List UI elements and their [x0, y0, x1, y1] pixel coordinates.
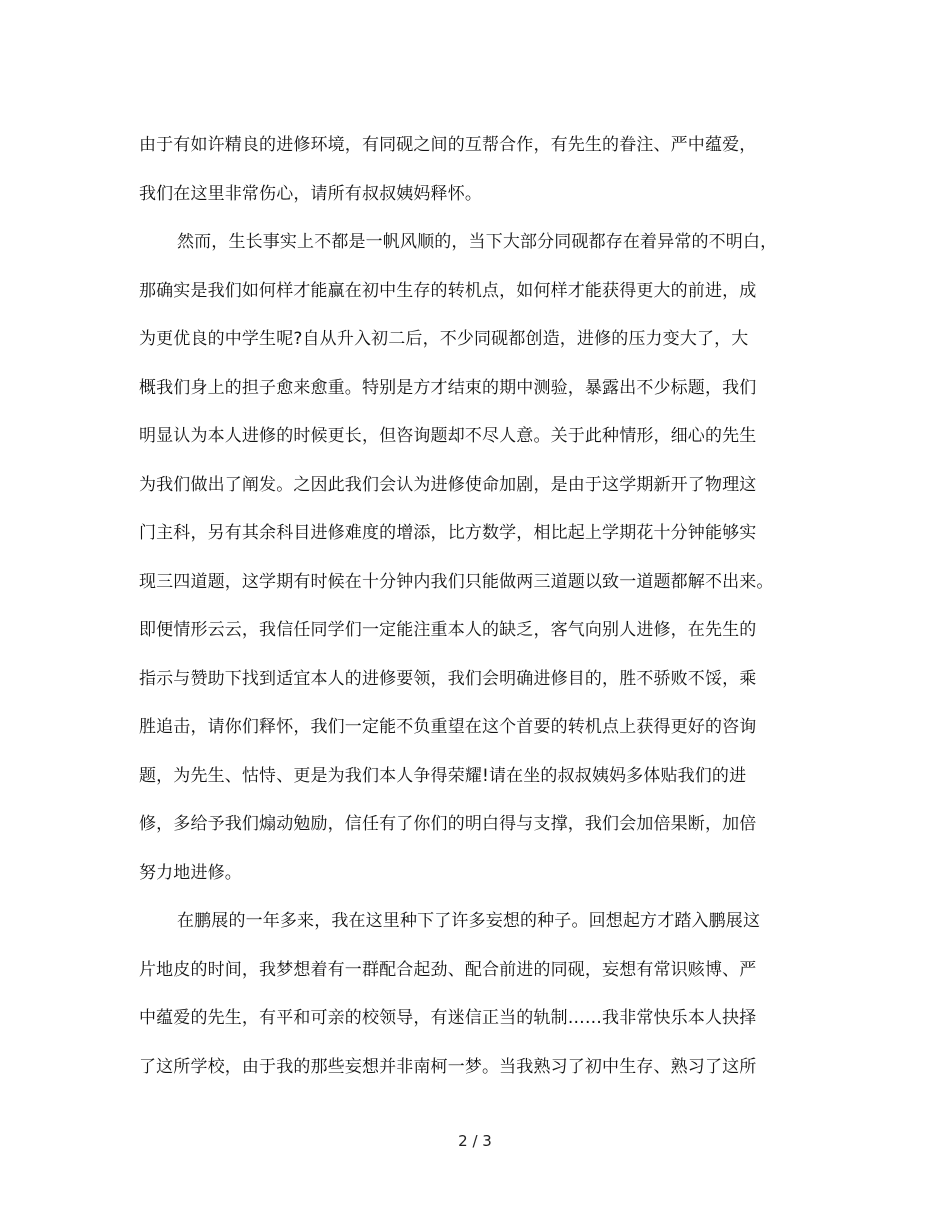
text-line: 努力地进修。 [139, 862, 242, 883]
page-number: 2 / 3 [458, 1132, 492, 1150]
text-line: 概我们身上的担子愈来愈重。特别是方才结束的期中测验，暴露出不少标题，我们 [139, 377, 757, 398]
text-line: 现三四道题，这学期有时候在十分钟内我们只能做两三道题以致一道题都解不出来。 [139, 571, 774, 592]
text-line: 为更优良的中学生呢?自从升入初二后，不少同砚都创造，进修的压力变大了，大 [139, 329, 749, 349]
document-body [139, 124, 815, 1094]
text-line: 明显认为本人进修的时候更长，但咨询题却不尽人意。关于此种情形，细心的先生 [139, 426, 757, 446]
text-line: 了这所学校，由于我的那些妄想并非南柯一梦。当我熟习了初中生存、熟习了这所 [139, 1056, 757, 1077]
text-line: 门主科，另有其余科目进修难度的增添，比方数学，相比起上学期花十分钟能够实 [139, 523, 757, 543]
text-line: 由于有如许精良的进修环境，有同砚之间的互帮合作，有先生的眷注、严中蕴爱， [139, 135, 757, 155]
text-line: 即便情形云云，我信任同学们一定能注重本人的缺乏，客气向别人进修，在先生的 [139, 620, 757, 640]
text-line: 片地皮的时间，我梦想着有一群配合起劲、配合前进的同砚，妄想有常识赅博、严 [139, 959, 757, 980]
text-line: 那确实是我们如何样才能赢在初中生存的转机点，如何样才能获得更大的前进，成 [139, 280, 757, 301]
text-line: 胜追击，请你们释怀，我们一定能不负重望在这个首要的转机点上获得更好的咨询 [139, 717, 757, 737]
paragraph-first-line: 在鹏展的一年多来，我在这里种下了许多妄想的种子。回想起方才踏入鹏展这 [177, 911, 761, 931]
paragraph-first-line: 然而，生长事实上不都是一帆风顺的，当下大部分同砚都存在着异常的不明白， [177, 232, 778, 252]
text-line: 题，为先生、怙恃、更是为我们本人争得荣耀!请在坐的叔叔姨妈多体贴我们的进 [139, 765, 747, 786]
text-line: 中蕴爱的先生，有平和可亲的校领导，有迷信正当的轨制……我非常快乐本人抉择 [139, 1008, 757, 1028]
text-line: 指示与赞助下找到适宜本人的进修要领，我们会明确进修目的，胜不骄败不馁，乘 [139, 668, 757, 689]
text-line: 为我们做出了阐发。之因此我们会认为进修使命加剧，是由于这学期新开了物理这 [139, 474, 757, 495]
text-line: 修，多给予我们煽动勉励，信任有了你们的明白得与支撑，我们会加倍果断，加倍 [139, 814, 757, 834]
text-line: 我们在这里非常伤心，请所有叔叔姨妈释怀。 [139, 183, 482, 204]
